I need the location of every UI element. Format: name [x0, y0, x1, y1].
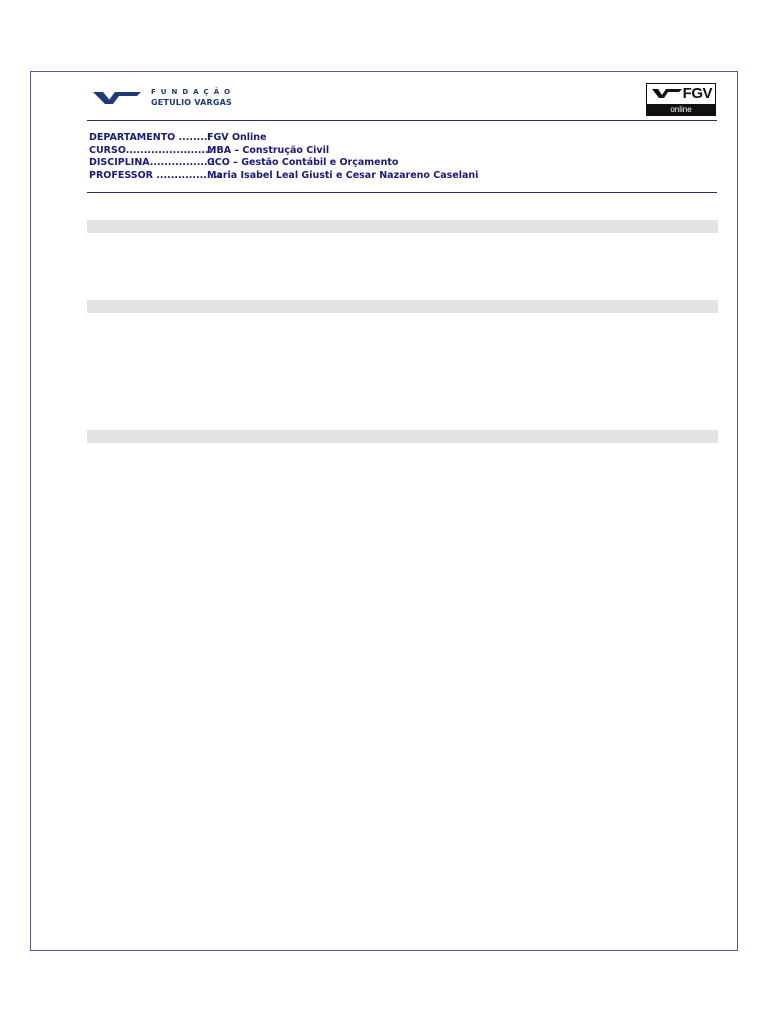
info-key: DISCIPLINA.................: — [89, 157, 215, 168]
document-page — [30, 71, 738, 951]
logo-line-getulio-vargas: GETULIO VARGAS — [151, 98, 232, 107]
section-bar-1 — [87, 220, 718, 233]
fgv-online-chevron-icon — [652, 89, 682, 99]
fundacao-getulio-vargas-logo — [93, 89, 235, 107]
fgv-brand-text: FGV — [682, 85, 712, 102]
info-row-departamento — [89, 132, 478, 145]
info-value: MBA – Construção Civil — [207, 144, 330, 156]
info-row-curso — [89, 145, 478, 158]
section-bar-2 — [87, 300, 718, 313]
info-row-professor — [89, 170, 478, 183]
course-info-table — [89, 132, 478, 182]
online-label: online — [647, 104, 715, 115]
logo-line-fundacao: FUNDAÇÃO — [151, 88, 236, 96]
info-row-disciplina — [89, 157, 478, 170]
fgv-chevron-logo-icon — [93, 90, 141, 106]
header-divider — [87, 120, 717, 121]
info-key: CURSO........................: — [89, 144, 217, 156]
fgv-online-logo — [646, 83, 716, 116]
info-value: GCO – Gestão Contábil e Orçamento — [207, 157, 399, 168]
info-value: Maria Isabel Leal Giusti e Cesar Nazareno Caselani — [207, 169, 479, 181]
info-value: FGV Online — [207, 132, 267, 143]
section-bar-3 — [87, 430, 718, 443]
info-key: DEPARTAMENTO ........: — [89, 132, 212, 143]
info-divider — [87, 192, 717, 193]
info-key: PROFESSOR .................: — [89, 169, 222, 181]
